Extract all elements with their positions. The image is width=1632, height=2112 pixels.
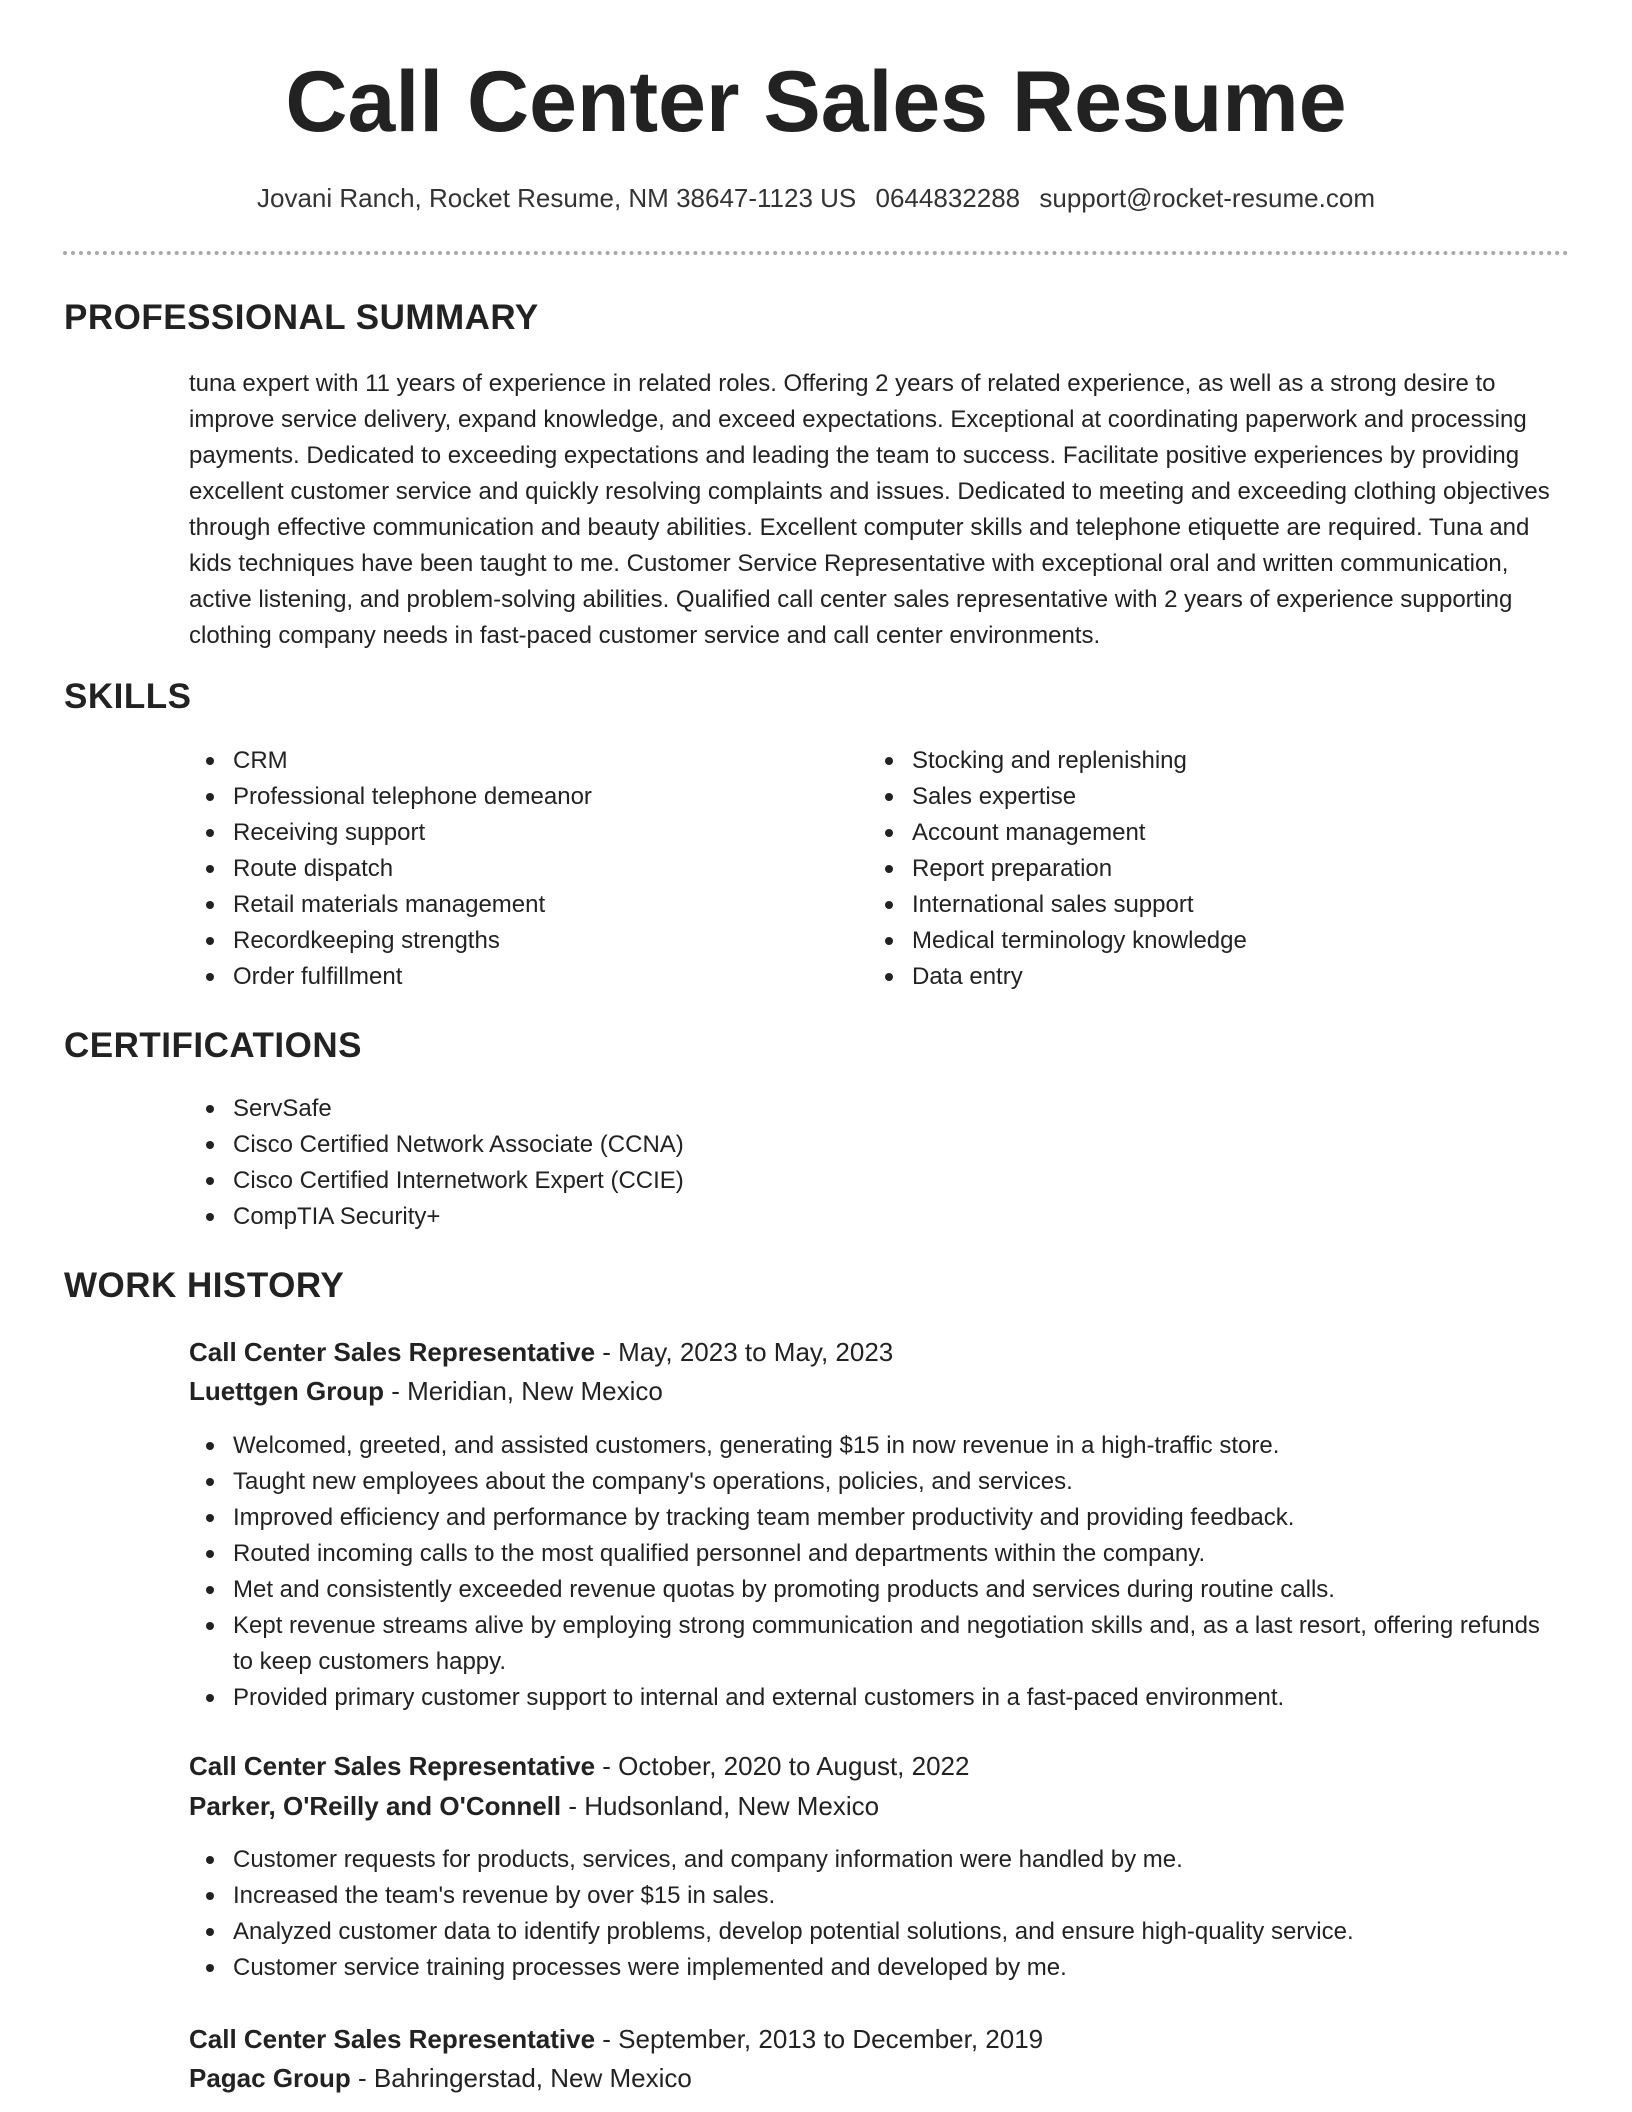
certification-item: Cisco Certified Internetwork Expert (CCIE) — [189, 1163, 1559, 1199]
bullet-icon — [206, 1892, 214, 1900]
bullet-icon — [206, 1586, 214, 1594]
skill-item: Sales expertise — [868, 779, 1558, 815]
job-bullet: Taught new employees about the company's operations, policies, and services. — [189, 1464, 1559, 1500]
job-title: Call Center Sales Representative — [189, 1337, 596, 1367]
bullet-icon — [206, 1928, 214, 1936]
contact-line — [0, 180, 1632, 216]
skill-item: Recordkeeping strengths — [189, 923, 849, 959]
job-bullet: Analyzed customer data to identify problems, develop potential solutions, and ensure high-quality service. — [189, 1914, 1559, 1950]
skill-item: Medical terminology knowledge — [868, 923, 1558, 959]
certifications-list — [189, 1091, 1559, 1235]
bullet-icon — [885, 901, 893, 909]
job-title-line — [189, 1747, 969, 1785]
bullet-icon — [206, 901, 214, 909]
job-title: Call Center Sales Representative — [189, 1751, 596, 1781]
skill-item: Order fulfillment — [189, 959, 849, 995]
contact-email: support@rocket-resume.com — [1039, 183, 1375, 213]
skill-item: Receiving support — [189, 815, 849, 851]
skill-item: Professional telephone demeanor — [189, 779, 849, 815]
section-heading-work-history: WORK HISTORY — [64, 1266, 345, 1305]
job-bullet: Welcomed, greeted, and assisted customers, generating $15 in now revenue in a high-traffic store. — [189, 1428, 1559, 1464]
job-bullet: Increased the team's revenue by over $15 in sales. — [189, 1878, 1559, 1914]
bullet-icon — [206, 1478, 214, 1486]
bullet-icon — [885, 973, 893, 981]
bullet-icon — [206, 1105, 214, 1113]
job-bullet: Provided primary customer support to internal and external customers in a fast-paced environment. — [189, 1680, 1559, 1716]
certification-item: Cisco Certified Network Associate (CCNA) — [189, 1127, 1559, 1163]
section-heading-skills: SKILLS — [64, 677, 192, 716]
skill-item: Report preparation — [868, 851, 1558, 887]
job-title: Call Center Sales Representative — [189, 2024, 596, 2054]
job-bullets — [189, 1842, 1559, 1986]
job-company-line — [189, 1372, 663, 1410]
skill-item: CRM — [189, 743, 849, 779]
bullet-icon — [206, 1213, 214, 1221]
skill-item: Data entry — [868, 959, 1558, 995]
bullet-icon — [206, 1694, 214, 1702]
job-title-line — [189, 2020, 1043, 2058]
bullet-icon — [206, 1514, 214, 1522]
skills-list-right — [868, 743, 1558, 995]
bullet-icon — [206, 865, 214, 873]
job-dates: - May, 2023 to May, 2023 — [595, 1337, 894, 1367]
bullet-icon — [206, 793, 214, 801]
skill-item: Account management — [868, 815, 1558, 851]
contact-phone: 0644832288 — [875, 183, 1021, 213]
job-company: Parker, O'Reilly and O'Connell — [189, 1791, 562, 1821]
job-bullet: Routed incoming calls to the most qualified personnel and departments within the company. — [189, 1536, 1559, 1572]
bullet-icon — [206, 1177, 214, 1185]
bullet-icon — [206, 1141, 214, 1149]
job-bullet: Kept revenue streams alive by employing strong communication and negotiation skills and, as a last resort, offering refunds to keep customers happy. — [189, 1608, 1559, 1680]
skill-item: Retail materials management — [189, 887, 849, 923]
bullet-icon — [885, 757, 893, 765]
bullet-icon — [885, 829, 893, 837]
skill-item: International sales support — [868, 887, 1558, 923]
job-bullets — [189, 1428, 1559, 1716]
header-divider — [63, 251, 1569, 255]
job-bullet: Customer requests for products, services, and company information were handled by me. — [189, 1842, 1559, 1878]
job-title-line — [189, 1333, 893, 1371]
skill-item: Stocking and replenishing — [868, 743, 1558, 779]
bullet-icon — [206, 973, 214, 981]
job-company: Pagac Group — [189, 2063, 351, 2093]
contact-address: Jovani Ranch, Rocket Resume, NM 38647-1123 US — [257, 183, 857, 213]
job-dates: - September, 2013 to December, 2019 — [595, 2024, 1044, 2054]
job-company-line — [189, 1787, 879, 1825]
job-location: - Bahringerstad, New Mexico — [350, 2063, 692, 2093]
bullet-icon — [206, 829, 214, 837]
bullet-icon — [206, 757, 214, 765]
skill-item: Route dispatch — [189, 851, 849, 887]
job-location: - Meridian, New Mexico — [383, 1376, 663, 1406]
job-dates: - October, 2020 to August, 2022 — [595, 1751, 970, 1781]
bullet-icon — [206, 1964, 214, 1972]
job-company-line — [189, 2059, 692, 2097]
bullet-icon — [885, 865, 893, 873]
certification-item: CompTIA Security+ — [189, 1199, 1559, 1235]
bullet-icon — [206, 1622, 214, 1630]
bullet-icon — [206, 1442, 214, 1450]
section-heading-certifications: CERTIFICATIONS — [64, 1026, 363, 1065]
bullet-icon — [206, 937, 214, 945]
bullet-icon — [885, 937, 893, 945]
section-heading-summary: PROFESSIONAL SUMMARY — [64, 298, 539, 337]
job-location: - Hudsonland, New Mexico — [561, 1791, 880, 1821]
bullet-icon — [206, 1550, 214, 1558]
bullet-icon — [206, 1856, 214, 1864]
job-bullet: Customer service training processes were implemented and developed by me. — [189, 1950, 1559, 1986]
summary-text: tuna expert with 11 years of experience in related roles. Offering 2 years of related experience, as well as a strong desire to improve service delivery, expand knowledge, and exceed expectations. Exceptional at coordinating paperwork and processing payments. Dedicated to exceeding expectations and leading the team to success. Facilitate positive experiences by providing excellent customer service and quickly resolving complaints and issues. Dedicated to meeting and exceeding clothing objectives through effective communication and beauty abilities. Excellent computer skills and telephone etiquette are required. Tuna and kids techniques have been taught to me. Customer Service Representative with exceptional oral and written communication, active listening, and problem-solving abilities. Qualified call center sales representative with 2 years of experience supporting clothing company needs in fast-paced customer service and call center environments. — [189, 370, 1550, 649]
bullet-icon — [885, 793, 893, 801]
certification-item: ServSafe — [189, 1091, 1559, 1127]
job-bullet: Met and consistently exceeded revenue quotas by promoting products and services during routine calls. — [189, 1572, 1559, 1608]
resume-title: Call Center Sales Resume — [285, 54, 1347, 150]
job-company: Luettgen Group — [189, 1376, 384, 1406]
skills-list-left — [189, 743, 849, 995]
job-bullet: Improved efficiency and performance by tracking team member productivity and providing feedback. — [189, 1500, 1559, 1536]
